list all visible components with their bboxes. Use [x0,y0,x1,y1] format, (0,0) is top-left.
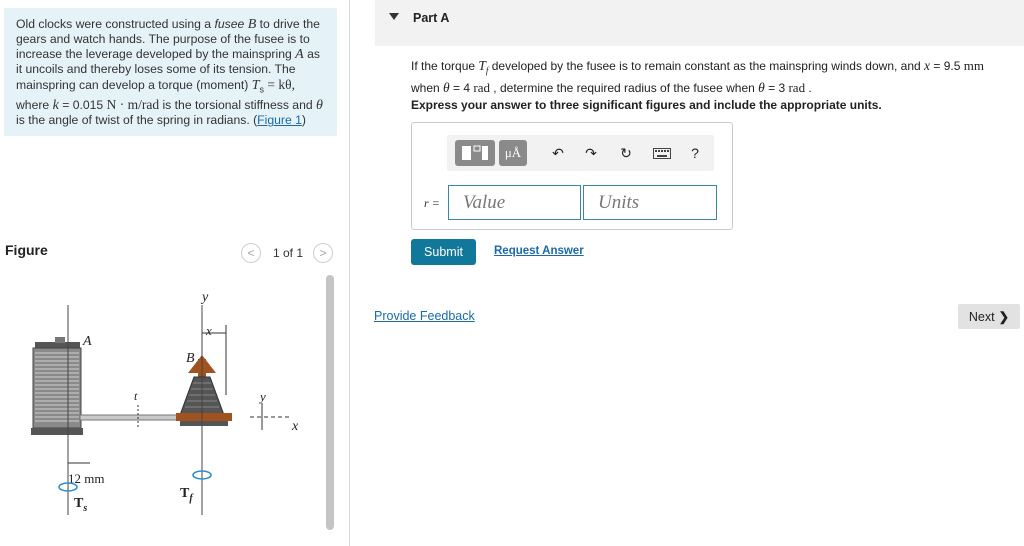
question-math: θ [443,80,450,96]
fusee-base [176,413,232,421]
figure-scrollbar[interactable] [326,275,334,530]
reset-icon[interactable]: ↻ [620,144,632,161]
units-symbols-button[interactable]: μÅ [499,140,527,166]
next-button[interactable] [958,304,1020,329]
problem-math: s [259,84,265,95]
templates-icon [460,144,490,162]
next-label: Next [968,309,995,324]
variable-label: r = [424,196,440,210]
question-segment: If the torque [411,59,479,73]
figure-link[interactable]: Figure 1 [257,113,302,128]
figure-page-count: 1 of 1 [273,246,304,260]
question-segment: = 4 [449,81,474,96]
redo-icon[interactable]: ↷ [585,144,597,161]
help-icon[interactable]: ? [691,145,699,161]
question-math: T [478,58,486,73]
torque-ts-subscript: s [83,503,88,514]
mainspring-drum [33,348,81,428]
y-axis-label-right: y [260,389,266,404]
torque-tf-label [180,486,194,504]
collapse-triangle-icon[interactable] [389,13,399,20]
question-segment: . [805,81,812,96]
problem-statement [4,8,337,136]
label-B: B [186,351,195,366]
part-a-header[interactable] [375,0,1024,46]
t-label: t [134,389,138,403]
answer-box [411,122,733,230]
torque-tf-symbol: T [180,486,190,501]
value-input[interactable] [449,186,580,219]
label-A: A [83,334,92,349]
submit-button[interactable]: Submit [411,239,476,265]
question-math: mm [963,58,984,73]
prev-figure-button[interactable]: < [241,243,261,263]
torque-tf-subscript: f [189,493,193,504]
left-pane [0,0,350,546]
problem-text: as it uncoils and thereby loses some of its tension. The mainspring can develop a torque (moment) [16,47,320,92]
units-input[interactable] [584,186,716,219]
provide-feedback-link[interactable]: Provide Feedback [374,309,475,323]
problem-text: ) [301,113,306,128]
request-answer-link[interactable]: Request Answer [494,245,584,257]
undo-icon[interactable]: ↶ [552,144,564,161]
question-segment: developed by the fusee is to remain constant as the mainspring winds down, and [488,59,925,73]
fusee-plate [180,421,228,426]
x-axis-label: x [292,419,299,434]
chevron-right-icon: ❯ [998,310,1010,324]
problem-math: k [52,98,59,114]
problem-math: N · m/rad [106,97,160,113]
question-math: θ [758,80,765,96]
question-segment: = 9.5 [930,59,964,73]
question-math: x [924,58,931,73]
problem-text: is the angle of twist of the spring in radians. ( [16,113,258,128]
units-field[interactable] [583,185,717,220]
next-figure-button[interactable]: > [313,243,333,263]
problem-text: is the torsional stiffness and [159,98,317,113]
figure-pager [241,241,333,265]
problem-text: = 0.015 [58,98,107,113]
drum-pin [55,337,65,343]
drum-cap-bottom [31,428,83,435]
value-field[interactable] [448,185,581,220]
figure-title: Figure [5,242,48,258]
math-toolbar [447,135,714,171]
y-axis-label-top: y [202,290,209,305]
problem-math: = kθ, [264,77,296,92]
x-dim-label: x [206,323,212,338]
problem-text: where [16,98,53,113]
answer-instruction: Express your answer to three significant figures and include the appropriate units. [411,98,882,112]
problem-math: θ [316,98,323,114]
question-math: rad [788,80,806,96]
question-segment: = 3 [764,81,789,96]
torque-ts-label [74,496,87,514]
clock-fusee-figure [30,285,320,525]
torque-ts-symbol: T [74,496,84,511]
radius-dim-label: 12 mm [68,471,105,486]
keyboard-glyph [653,148,671,159]
problem-text: to drive the gears and watch hands. The purpose of the fusee is to increase the leverage developed by the mainspring [16,17,320,61]
keyboard-icon[interactable] [651,140,673,166]
part-a-label: Part A [413,11,450,25]
problem-text: fusee [214,17,245,31]
problem-text: Old clocks were constructed using a [16,17,215,31]
question-text [411,57,1011,97]
problem-math: T [251,78,260,93]
templates-button[interactable] [455,140,495,166]
question-math: f [485,65,489,76]
pane-divider [349,0,350,546]
problem-math: A [295,47,304,62]
problem-math: B [247,17,257,32]
question-segment: when [411,81,444,96]
question-segment: , determine the required radius of the fusee when [489,81,759,96]
question-math: rad [473,80,490,96]
